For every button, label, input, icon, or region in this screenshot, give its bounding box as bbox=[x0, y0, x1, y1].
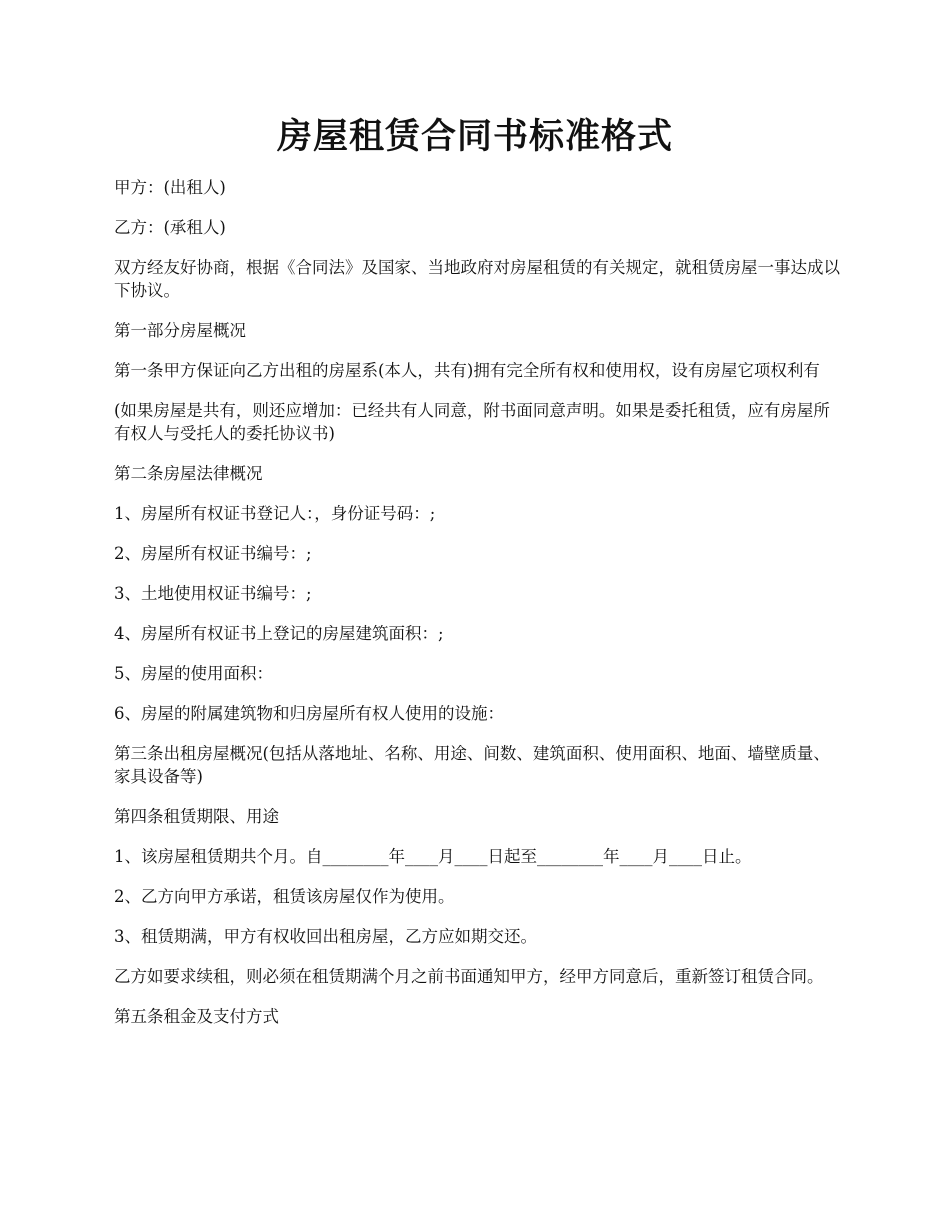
preamble-paragraph: 双方经友好协商，根据《合同法》及国家、当地政府对房屋租赁的有关规定，就租赁房屋一事达成以下协议。 bbox=[114, 258, 840, 300]
list-item: 6、房屋的附属建筑物和归房屋所有权人使用的设施： bbox=[114, 704, 504, 723]
article-five-heading: 第五条租金及支付方式 bbox=[114, 1007, 279, 1026]
list-item: 5、房屋的使用面积： bbox=[114, 664, 273, 683]
article-four-heading: 第四条租赁期限、用途 bbox=[114, 807, 279, 826]
list-item: 1、房屋所有权证书登记人：，身份证号码：; bbox=[114, 504, 436, 523]
article-three-paragraph: 第三条出租房屋概况(包括从落地址、名称、用途、间数、建筑面积、使用面积、地面、墙壁质量、家具设备等) bbox=[114, 744, 830, 786]
list-item: 3、土地使用权证书编号：; bbox=[114, 584, 312, 603]
section-heading-part-one: 第一部分房屋概况 bbox=[114, 321, 246, 340]
document-body bbox=[114, 176, 844, 1045]
list-item: 2、乙方向甲方承诺，租赁该房屋仅作为使用。 bbox=[114, 887, 455, 906]
list-item: 4、房屋所有权证书上登记的房屋建筑面积：; bbox=[114, 624, 444, 643]
party-b-line: 乙方：(承租人) bbox=[114, 218, 226, 237]
article-two-heading: 第二条房屋法律概况 bbox=[114, 464, 263, 483]
page-title: 房屋租赁合同书标准格式 bbox=[276, 116, 673, 157]
list-item: 2、房屋所有权证书编号：; bbox=[114, 544, 312, 563]
list-item: 3、租赁期满，甲方有权收回出租房屋，乙方应如期交还。 bbox=[114, 927, 537, 946]
co-ownership-note: (如果房屋是共有，则还应增加：已经共有人同意，附书面同意声明。如果是委托租赁，应有房屋所有权人与受托人的委托协议书) bbox=[114, 401, 830, 443]
party-a-line: 甲方：(出租人) bbox=[114, 178, 226, 197]
article-one-paragraph: 第一条甲方保证向乙方出租的房屋系(本人，共有)拥有完全所有权和使用权，设有房屋它项权利有 bbox=[114, 361, 820, 380]
list-item: 1、该房屋租赁期共个月。自________年____月____日起至________年____月____日止。 bbox=[114, 847, 752, 866]
renewal-paragraph: 乙方如要求续租，则必须在租赁期满个月之前书面通知甲方，经甲方同意后，重新签订租赁合同。 bbox=[114, 967, 824, 986]
